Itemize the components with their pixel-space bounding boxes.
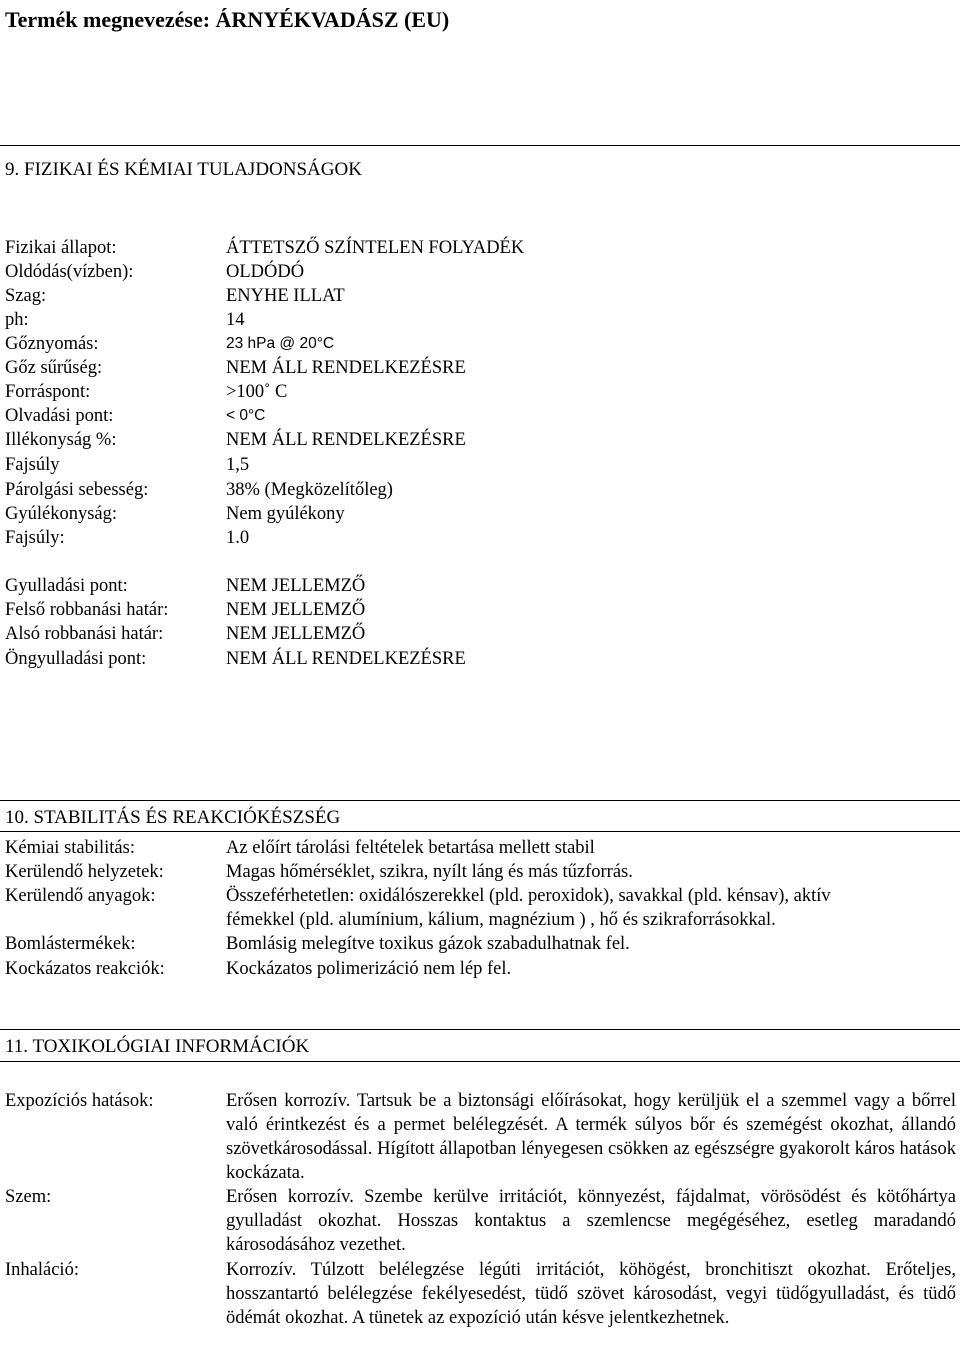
row-value: NEM JELLEMZŐ bbox=[226, 624, 366, 644]
row-value: ÁTTETSZŐ SZÍNTELEN FOLYADÉK bbox=[226, 238, 525, 258]
section-10-heading: 10. STABILITÁS ÉS REAKCIÓKÉSZSÉG bbox=[5, 807, 341, 828]
row-value-continued: fémekkel (pld. alumínium, kálium, magnézium ) , hő és szikraforrásokkal. bbox=[226, 910, 776, 930]
row-value: OLDÓDÓ bbox=[226, 262, 305, 282]
row-label: Szag: bbox=[5, 286, 47, 306]
row-value: >100˚ C bbox=[226, 382, 288, 402]
row-label: Szem: bbox=[5, 1187, 52, 1207]
row-value: 1.0 bbox=[226, 528, 250, 548]
row-value: 38% (Megközelítőleg) bbox=[226, 480, 393, 500]
row-label: Kémiai stabilitás: bbox=[5, 838, 135, 858]
row-label: Bomlástermékek: bbox=[5, 934, 136, 954]
section-divider bbox=[0, 1029, 960, 1030]
row-label: Öngyulladási pont: bbox=[5, 649, 147, 669]
row-label: Kockázatos reakciók: bbox=[5, 959, 165, 979]
section-divider bbox=[0, 800, 960, 801]
row-value: Erősen korrozív. Tartsuk be a biztonsági előírásokat, hogy kerüljük el a szemmel vagy a bőrrel való érintkezést és a permet belélegzését. A termék súlyos bőr és szemégést okozhat, állandó szövetkárosodással. Hígított állapotban lényegesen csökken az egészségre gyakorolt káros hatások kockázata. bbox=[226, 1091, 956, 1183]
row-value: 23 hPa @ 20°C bbox=[226, 335, 335, 352]
row-value: Magas hőmérséklet, szikra, nyílt láng és más tűzforrás. bbox=[226, 862, 633, 882]
row-label: Fajsúly bbox=[5, 455, 60, 475]
row-value: 1,5 bbox=[226, 455, 250, 475]
row-label: Oldódás(vízben): bbox=[5, 262, 134, 282]
row-value: Erősen korrozív. Szembe kerülve irritációt, könnyezést, fájdalmat, vörösödést és kötőhártya gyulladást okozhat. Hosszas kontaktus a szemlencse megégéséhez, esetleg maradandó károsodásához vezethet. bbox=[226, 1187, 956, 1255]
row-label: Felső robbanási határ: bbox=[5, 600, 169, 620]
row-label: Gyulladási pont: bbox=[5, 576, 128, 596]
row-value: Kockázatos polimerizáció nem lép fel. bbox=[226, 959, 512, 979]
row-label: Kerülendő anyagok: bbox=[5, 886, 156, 906]
row-label: Gőznyomás: bbox=[5, 334, 99, 354]
section-divider bbox=[0, 145, 960, 146]
row-label: Alsó robbanási határ: bbox=[5, 624, 164, 644]
row-label: Illékonyság %: bbox=[5, 430, 117, 450]
row-value: NEM ÁLL RENDELKEZÉSRE bbox=[226, 358, 466, 378]
row-label: Fajsúly: bbox=[5, 528, 65, 548]
row-value: < 0°C bbox=[226, 407, 266, 424]
section-11-heading: 11. TOXIKOLÓGIAI INFORMÁCIÓK bbox=[5, 1036, 310, 1057]
row-value: ENYHE ILLAT bbox=[226, 286, 345, 306]
row-value: NEM ÁLL RENDELKEZÉSRE bbox=[226, 649, 466, 669]
row-value: Nem gyúlékony bbox=[226, 504, 345, 524]
row-label: Gyúlékonyság: bbox=[5, 504, 118, 524]
row-value: 14 bbox=[226, 310, 245, 330]
row-label: Fizikai állapot: bbox=[5, 238, 117, 258]
row-value: NEM JELLEMZŐ bbox=[226, 600, 366, 620]
row-value: Összeférhetetlen: oxidálószerekkel (pld. peroxidok), savakkal (pld. kénsav), aktív bbox=[226, 886, 831, 906]
row-label: Inhaláció: bbox=[5, 1260, 79, 1280]
row-label: Gőz sűrűség: bbox=[5, 358, 103, 378]
row-label: Olvadási pont: bbox=[5, 406, 114, 426]
section-9-heading: 9. FIZIKAI ÉS KÉMIAI TULAJDONSÁGOK bbox=[5, 159, 362, 180]
row-label: Expozíciós hatások: bbox=[5, 1091, 154, 1111]
row-value: NEM ÁLL RENDELKEZÉSRE bbox=[226, 430, 466, 450]
row-value: Korrozív. Túlzott belélegzése légúti irritációt, köhögést, bronchitiszt okozhat. Erőteljes, hosszantartó belélegzése fekélyesedést, tüdő szövet károsodást, vegyi tüdőgyulladást, és tüdő ödémát okozhat. A tünetek az expozíció után késve jelentkezhetnek. bbox=[226, 1260, 956, 1328]
row-label: ph: bbox=[5, 310, 29, 330]
row-value: NEM JELLEMZŐ bbox=[226, 576, 366, 596]
row-value: Bomlásig melegítve toxikus gázok szabadulhatnak fel. bbox=[226, 934, 630, 954]
section-divider bbox=[0, 1061, 960, 1062]
row-label: Kerülendő helyzetek: bbox=[5, 862, 164, 882]
row-label: Párolgási sebesség: bbox=[5, 480, 149, 500]
section-divider bbox=[0, 831, 960, 832]
row-label: Forráspont: bbox=[5, 382, 91, 402]
row-value: Az előírt tárolási feltételek betartása mellett stabil bbox=[226, 838, 595, 858]
page-title: Termék megnevezése: ÁRNYÉKVADÁSZ (EU) bbox=[5, 7, 450, 32]
